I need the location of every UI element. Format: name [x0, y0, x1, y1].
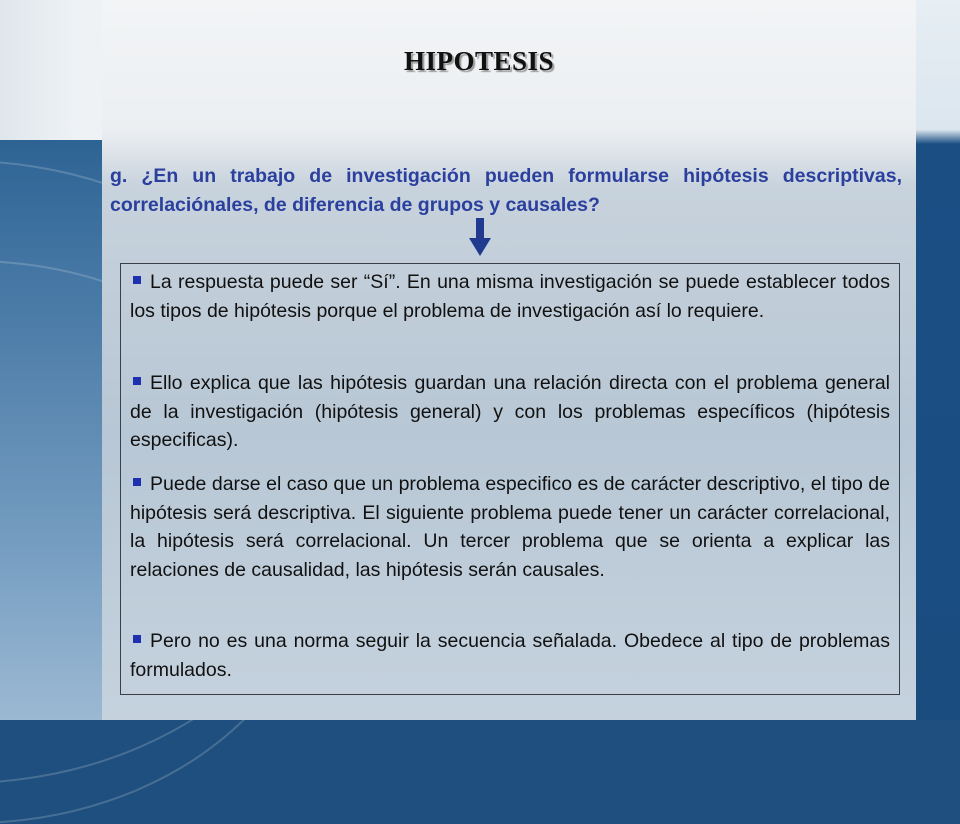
square-bullet-icon [133, 478, 141, 486]
list-item-text: Ello explica que las hipótesis guardan una relación directa con el problema general de la investigación (hipótesis general) y con los problemas específicos (hipótesis especificas). [130, 372, 890, 451]
background-right-band [916, 0, 960, 720]
list-item-text: Puede darse el caso que un problema especifico es de carácter descriptivo, el tipo de hipótesis será descriptiva. El siguiente problema puede tener un carácter correlacional, la hipótesis será correlacional. Un tercer problema que se orienta a explicar las relaciones de causalidad, las hipótesis serán causales. [130, 473, 890, 581]
list-item [130, 369, 890, 455]
background-left-band [0, 0, 102, 720]
list-item [130, 470, 890, 584]
slide-title: HIPOTESIS [403, 46, 555, 76]
square-bullet-icon [133, 635, 141, 643]
question-text: g. ¿En un trabajo de investigación pueden formularse hipótesis descriptivas, correlaciónales, de diferencia de grupos y causales? [110, 165, 902, 216]
square-bullet-icon [133, 276, 141, 284]
square-bullet-icon [133, 377, 141, 385]
list-item-text: La respuesta puede ser “Sí”. En una misma investigación se puede establecer todos los tipos de hipótesis porque el problema de investigación así lo requiere. [130, 271, 890, 322]
list-item [130, 268, 890, 325]
list-item [130, 627, 890, 684]
list-item-text: Pero no es una norma seguir la secuencia señalada. Obedece al tipo de problemas formulados. [130, 630, 890, 681]
arrow-down-icon [469, 218, 491, 256]
